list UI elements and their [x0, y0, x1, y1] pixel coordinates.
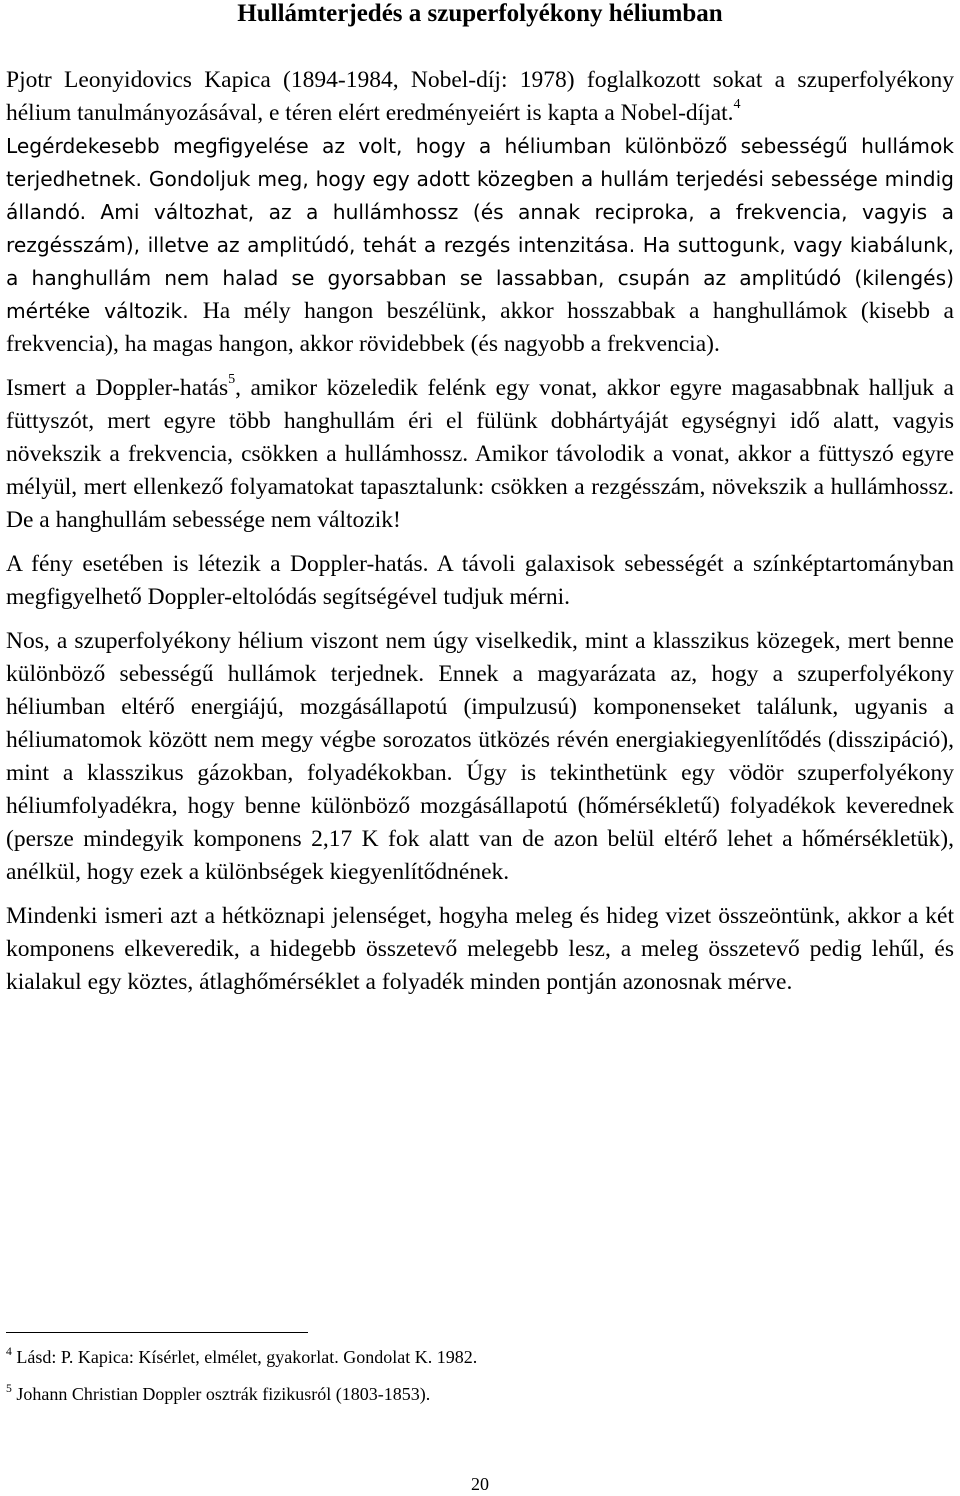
footnote-text: Johann Christian Doppler osztrák fizikusról (1803-1853). [16, 1384, 431, 1404]
paragraph-doppler-effect [6, 372, 954, 537]
footnote-text: Lásd: P. Kapica: Kísérlet, elmélet, gyakorlat. Gondolat K. 1982. [16, 1347, 478, 1367]
paragraph-superfluid-helium: Nos, a szuperfolyékony hélium viszont nem úgy viselkedik, mint a klasszikus közegek, mert benne különböző sebességű hullámok terjednek. Ennek a magyarázata az, hogy a szuperfolyékony héliumban eltérő energiájú, mozgásállapotú (impulzusú) komponenseket találunk, ugyanis a héliumatomok között nem megy végbe sorozatos ütközés révén energiakiegyenlítődés (disszipáció), mint a klasszikus gázokban, folyadékokban. Úgy is tekinthetünk egy vödör szuperfolyékony héliumfolyadékra, hogy benne különböző mozgásállapotú (hőmérsékletű) folyadékok keverednek (persze mindegyik komponens 2,17 K fok alatt van de azon belül eltérő lehet a hőmérsékletük), anélkül, hogy ezek a különbségek kiegyenlítődnének. [6, 628, 954, 885]
paragraph-text: , amikor közeledik felénk egy vonat, akkor egyre magasabbnak halljuk a füttyszót, mert egyre több hanghullám éri el fülünk dobhártyáját egységnyi idő alatt, vagyis növekszik a frekvencia, csökken a hullámhossz. Amikor távolodik a vonat, akkor a füttyszó egyre mélyül, mert ellenkező folyamatokat tapasztalunk: csökken a rezgésszám, növekszik a hullámhossz. De a hanghullám sebessége nem változik! [6, 375, 954, 533]
paragraph-light-doppler: A fény esetében is létezik a Doppler-hatás. A távoli galaxisok sebességét a színképtartományban megfigyelhető Doppler-eltolódás segítségével tudjuk mérni. [6, 551, 954, 610]
paragraph-text: Ha mély hangon beszélünk, akkor hosszabbak a hanghullámok (kisebb a frekvencia), ha magas hangon, akkor rövidebbek (és nagyobb a frekvencia). [6, 298, 954, 357]
paragraph-text: Legérdekesebb megfigyelése az volt, hogy a héliumban különböző sebességű hullámok terjedhetnek. Gondoljuk meg, hogy egy adott közegben a hullám terjedési sebessége mindig állandó. Ami változhat, az a hullámhossz (és annak reciproka, a frekvencia, vagyis a rezgésszám), illetve az amplitúdó, tehát a rezgés intenzitása. Ha suttogunk, vagy kiabálunk, a hanghullám nem halad se gyorsabban se lassabban, csupán az amplitúdó (kilengés) mértéke változik. [6, 134, 954, 323]
paragraph-text: Pjotr Leonyidovics Kapica (1894-1984, Nobel-díj: 1978) foglalkozott sokat a szuperfolyékony hélium tanulmányozásával, e téren elért eredményeiért is kapta a Nobel-díjat. [6, 67, 954, 126]
footnote-number: 4 [6, 1344, 12, 1358]
paragraph-mixing-water: Mindenki ismeri azt a hétköznapi jelenséget, hogyha meleg és hideg vizet összeöntünk, akkor a két komponens elkeveredik, a hidegebb összetevő melegebb lesz, a meleg összetevő pedig lehűl, és kialakul egy köztes, átlaghőmérséklet a folyadék minden pontján azonosnak mérve. [6, 903, 954, 995]
footnote-number: 5 [6, 1381, 12, 1395]
page-title: Hullámterjedés a szuperfolyékony héliumban [237, 0, 723, 27]
page-number: 20 [471, 1474, 489, 1494]
paragraph-text: Ismert a Doppler-hatás [6, 375, 229, 401]
footnote-reference: 5 [228, 371, 236, 388]
footnote-item [6, 1382, 954, 1406]
paragraph-kapica-intro [6, 64, 954, 130]
footnote-item [6, 1345, 954, 1369]
footnote-reference: 4 [733, 96, 741, 113]
footnotes-section [6, 1332, 954, 1419]
paragraph-wave-speed [6, 130, 954, 361]
footnote-divider [6, 1332, 308, 1333]
document-page [6, 0, 954, 999]
